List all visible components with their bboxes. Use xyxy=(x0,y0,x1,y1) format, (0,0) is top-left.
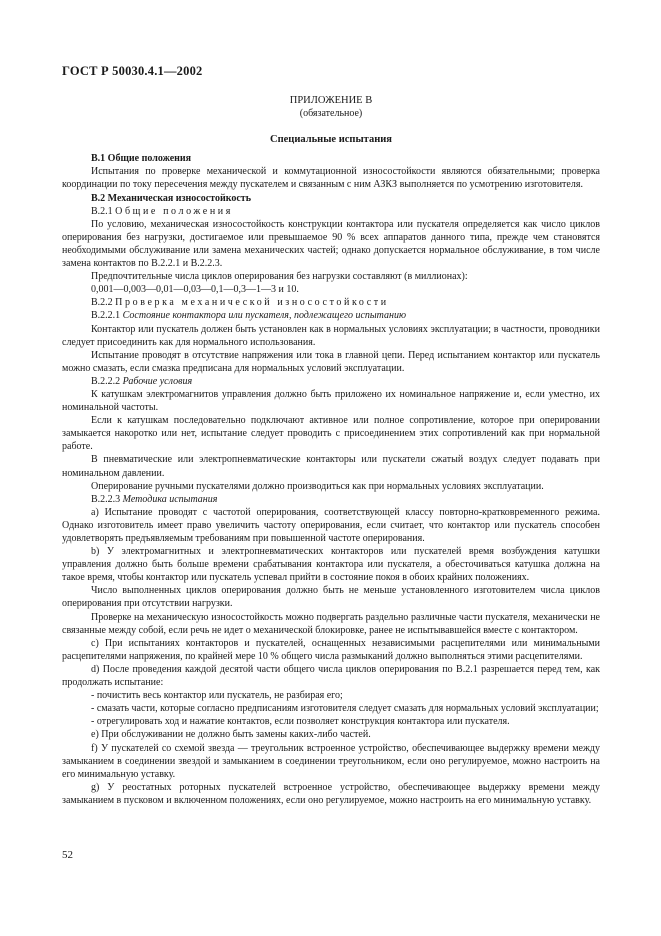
appendix-subtitle: (обязательное) xyxy=(299,108,363,120)
list-item-e: е) При обслуживании не должно быть замены каких-либо частей. xyxy=(91,729,371,741)
section-b2-heading: В.2 Механическая износостойкость xyxy=(91,192,251,204)
section-b221-heading xyxy=(62,309,600,322)
list-item-d: d) После проведения каждой десятой части общего числа циклов оперирования по В.2.1 разрешается перед тем, как продолжать испытание: xyxy=(62,663,600,689)
dash-item: - почистить весь контактор или пускатель, не разбирая его; xyxy=(91,690,343,702)
paragraph: Предпочтительные числа циклов оперирования без нагрузки составляют (в миллионах): xyxy=(91,271,468,283)
section-title: Методика испытания xyxy=(122,493,218,505)
section-title: Состояние контактора или пускателя, подлежащего испытанию xyxy=(122,310,407,322)
section-number: В.2.2.2 xyxy=(91,375,121,387)
section-number: В.2.1 xyxy=(91,205,113,217)
section-number: В.2.2.3 xyxy=(91,493,121,505)
list-item-a: а) Испытание проводят с частотой оперирования, соответствующей классу повторно-кратковременного режима. Однако изготовитель имеет право увеличить частоту оперирования, если считает, что контактор или пускатель способен удовлетворять предъявляемым требованиям при повышенной частоте оперирования. xyxy=(62,506,600,544)
section-number: В.2.2 xyxy=(91,297,113,309)
section-title: Рабочие условия xyxy=(122,375,193,387)
document-header: ГОСТ Р 50030.4.1—2002 xyxy=(62,64,203,78)
section-number: В.2.2.1 xyxy=(91,310,121,322)
section-b22-heading xyxy=(62,296,600,309)
section-title: Общие положения xyxy=(115,205,233,217)
appendix-title: ПРИЛОЖЕНИЕ В xyxy=(289,95,373,106)
appendix-heading: Специальные испытания xyxy=(270,134,392,146)
paragraph: Число выполненных циклов оперирования должно быть не меньше установленного изготовителем числа циклов оперирования при отсутствии нагрузки. xyxy=(62,585,600,610)
page-content xyxy=(62,94,600,807)
list-item-b: b) У электромагнитных и электропневматических контакторов или пускателей время возбуждения катушки управления должно быть больше времени срабатывания контактора или пускателя, а обесточиваться катушка должна на такое время, чтобы контактор или пускатель успевал прийти в состояние покоя в обоих крайних положениях. xyxy=(62,546,600,584)
paragraph: В пневматические или электропневматические контакторы или пускатели сжатый воздух следует подавать при номинальном давлении. xyxy=(62,454,600,479)
page-number: 52 xyxy=(62,849,73,861)
paragraph: По условию, механическая износостойкость конструкции контактора или пускателя определяется как число циклов оперирования без нагрузки, достигаемое или превышаемое 90 % всех аппаратов данного типа, прежде чем становятся необходимыми обслуживание или замена механических частей; однако допускается нормальное обслуживание, в том числе замена контактов по В.2.2.1 и В.2.2.3. xyxy=(62,218,600,270)
paragraph: Оперирование ручными пускателями должно производиться как при нормальных условиях эксплуатации. xyxy=(91,480,544,492)
section-b223-heading xyxy=(62,493,600,506)
section-b222-heading xyxy=(62,375,600,388)
paragraph: Проверке на механическую износостойкость можно подвергать раздельно различные части пускателя, механически не связанные между собой, если речь не идет о механической блокировке, ранее не испытывавшейся вместе с контактором. xyxy=(62,611,600,636)
paragraph: Испытание проводят в отсутствие напряжения или тока в главной цепи. Перед испытанием контактор или пускатель можно смазать, если смазка предписана для нормальных условий эксплуатации. xyxy=(62,349,600,374)
paragraph: К катушкам электромагнитов управления должно быть приложено их номинальное напряжение и, если уместно, их номинальной частоты. xyxy=(62,388,600,414)
section-title: Проверка механической износостойкости xyxy=(115,297,389,309)
list-item-f: f) У пускателей со схемой звезда — треугольник встроенное устройство, обеспечивающее выдержку времени между замыканием в соединении звездой и замыканием в соединении треугольником, если оно регулируемое, можно настроить на его минимальную уставку. xyxy=(62,742,600,780)
paragraph: Испытания по проверке механической и коммутационной износостойкости являются обязательными; проверка координации по току пересечения между пускателем и связанным с ним АЗКЗ выполняется по усмотрению изготовителя. xyxy=(62,166,600,191)
section-b21-heading xyxy=(62,205,600,218)
paragraph: Если к катушкам последовательно подключают активное или полное сопротивление, которое при оперировании замыкается накоротко или нет, испытание следует проводить с присоединением этих сопротивлений как при нормальной работе. xyxy=(62,415,600,453)
paragraph: 0,001—0,003—0,01—0,03—0,1—0,3—1—3 и 10. xyxy=(91,284,299,296)
dash-item: - смазать части, которые согласно предписаниям изготовителя следует смазать для нормальных условий эксплуатации; xyxy=(91,703,599,715)
dash-item: - отрегулировать ход и нажатие контактов, если позволяет конструкция контактора или пускателя. xyxy=(91,716,510,728)
list-item-g: g) У реостатных роторных пускателей встроенное устройство, обеспечивающее выдержку времени между замыканием в пусковом и включенном положениях, если оно регулируемое, можно настроить на его минимальную уставку. xyxy=(62,781,600,806)
list-item-c: c) При испытаниях контакторов и пускателей, оснащенных независимыми расцепителями или минимальными расцепителями напряжения, по крайней мере 10 % общего числа размыканий должно выполняться этими расцепителями. xyxy=(62,637,600,662)
paragraph: Контактор или пускатель должен быть установлен как в нормальных условиях эксплуатации; в частности, проводники следует присоединить как для нормального использования. xyxy=(62,323,600,348)
section-b1-heading: В.1 Общие положения xyxy=(91,153,192,165)
